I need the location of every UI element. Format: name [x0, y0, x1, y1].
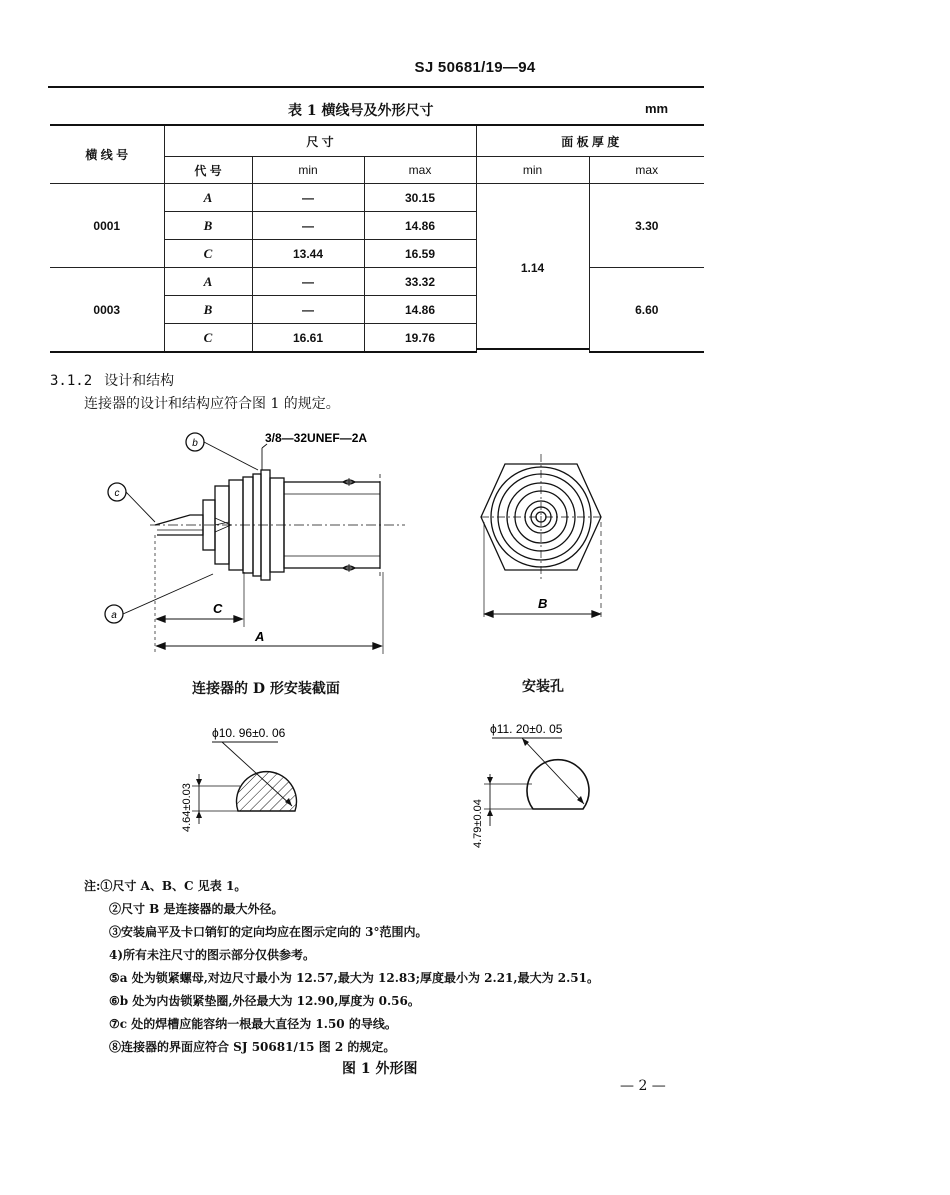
note-5: ⑤a 处为锁紧螺母,对边尺寸最小为 12.57,最大为 12.83;厚度最小为 2.21,最大为 2.51。 — [109, 971, 599, 985]
header-panel-thickness: 面 板 厚 度 — [476, 125, 704, 157]
callout-b-label: b — [192, 438, 198, 449]
section-heading — [50, 370, 174, 390]
dim-a-label: A — [255, 629, 265, 644]
section-title: 设计和结构 — [104, 373, 175, 389]
d2-height-label: 4.79±0.04 — [472, 799, 484, 848]
cell-max: 33.32 — [364, 268, 476, 296]
cell-min: 13.44 — [252, 240, 364, 268]
cell-code: C — [164, 324, 252, 353]
note-7: ⑦c 处的焊槽应能容纳一根最大直径为 1.50 的导线。 — [109, 1017, 397, 1031]
dim-b-label: B — [538, 596, 548, 611]
panel-max-0001: 3.30 — [589, 184, 704, 268]
header-dimension: 尺 寸 — [164, 125, 476, 157]
header-rule — [48, 86, 704, 88]
header-code: 代 号 — [164, 157, 252, 184]
cell-min: 16.61 — [252, 324, 364, 353]
panel-min-value: 1.14 — [476, 184, 589, 353]
table-caption: 表 1 横线号及外形尺寸 — [288, 103, 434, 119]
note-1: 注:①尺寸 A、B、C 见表 1。 — [84, 879, 247, 893]
cell-code: B — [164, 212, 252, 240]
header-min: min — [252, 157, 364, 184]
header-line-no: 横 线 号 — [50, 125, 164, 184]
right-figure-caption: 安装孔 — [522, 679, 564, 695]
page-number: — 2 — — [620, 1078, 666, 1094]
header-panel-max: max — [589, 157, 704, 184]
note-2: ②尺寸 B 是连接器的最大外径。 — [109, 902, 284, 916]
d1-diameter-label: ϕ10. 96±0. 06 — [212, 726, 286, 740]
document-number: SJ 50681/19—94 — [414, 59, 536, 76]
note-3: ③安装扁平及卡口销钉的定向均应在图示定向的 3°范围内。 — [109, 925, 428, 939]
note-4: 4)所有未注尺寸的图示部分仅供参考。 — [109, 948, 316, 962]
callout-c-label: c — [114, 488, 120, 499]
note-6: ⑥b 处为内齿锁紧垫圈,外径最大为 12.90,厚度为 0.56。 — [109, 994, 420, 1008]
table-unit: mm — [645, 101, 669, 116]
connector-side-view — [95, 422, 425, 667]
cell-max: 16.59 — [364, 240, 476, 268]
header-max: max — [364, 157, 476, 184]
mounting-hole — [466, 718, 626, 853]
cell-max: 14.86 — [364, 212, 476, 240]
cell-max: 19.76 — [364, 324, 476, 353]
line-no-0003: 0003 — [50, 268, 164, 353]
dim-c-label: C — [213, 601, 223, 616]
d2-diameter-label: ϕ11. 20±0. 05 — [490, 722, 563, 736]
cell-min: — — [252, 268, 364, 296]
table-bottom-rule — [476, 348, 589, 350]
note-8: ⑧连接器的界面应符合 SJ 50681/15 图 2 的规定。 — [109, 1040, 396, 1054]
line-no-0001: 0001 — [93, 218, 121, 233]
table-row — [50, 268, 704, 296]
cell-min: — — [252, 184, 364, 212]
cell-code: B — [164, 296, 252, 324]
cell-min: — — [252, 212, 364, 240]
header-panel-min: min — [476, 157, 589, 184]
section-number: 3.1.2 — [50, 373, 93, 389]
connector-front-view — [465, 452, 615, 627]
section-text: 连接器的设计和结构应符合图 1 的规定。 — [84, 396, 340, 412]
cell-code: A — [164, 268, 252, 296]
cell-min: — — [252, 296, 364, 324]
cell-max: 14.86 — [364, 296, 476, 324]
dimension-table — [50, 124, 704, 353]
callout-a-label: a — [111, 610, 117, 621]
left-figure-caption: 连接器的 D 形安装截面 — [192, 681, 340, 697]
cell-max: 30.15 — [364, 184, 476, 212]
d-cut-section — [172, 720, 332, 845]
thread-label: 3/8—32UNEF—2A — [265, 431, 368, 445]
cell-code: A — [164, 184, 252, 212]
table-row — [50, 184, 704, 212]
cell-code: C — [164, 240, 252, 268]
d1-height-label: 4.64±0.03 — [181, 783, 193, 832]
panel-max-0003: 6.60 — [589, 268, 704, 353]
figure-title: 图 1 外形图 — [342, 1061, 418, 1077]
